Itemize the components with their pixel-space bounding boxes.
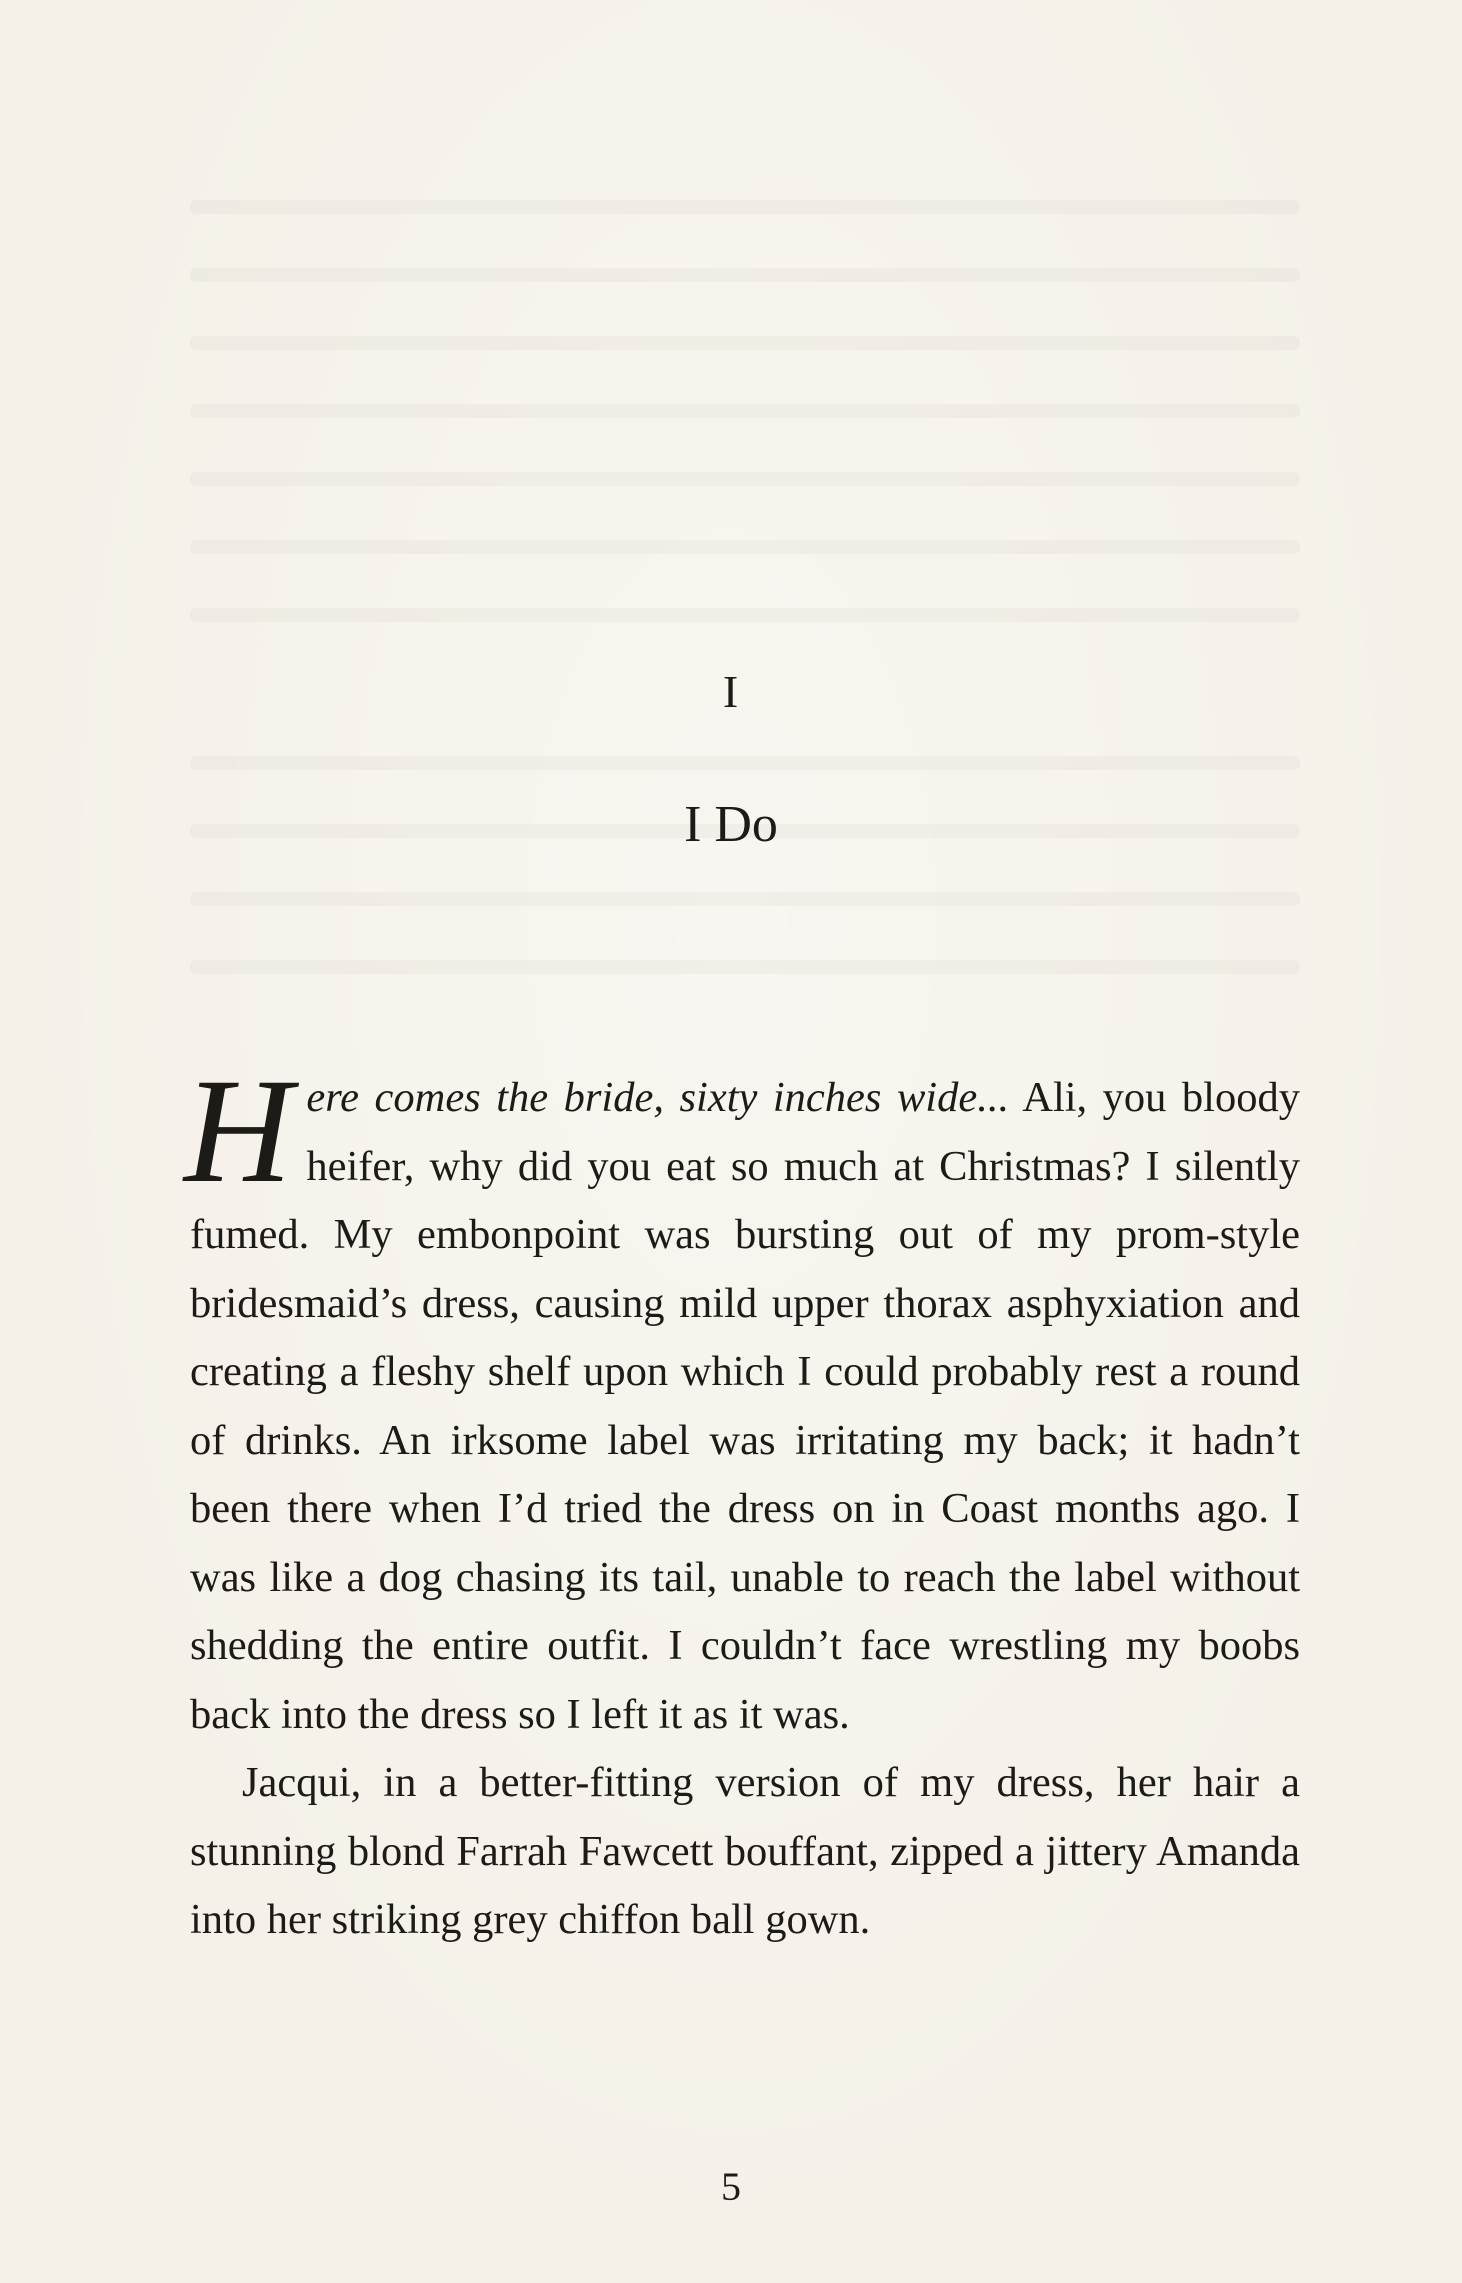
show-through-line: [190, 200, 1300, 214]
paragraph-1-text: Ali, you bloody heifer, why did you eat so much at Christmas? I silently fumed. My embonpoint was bursting out of my prom-style bridesmaid’s dress, causing mild upper thorax asphyxiation and creating a fleshy shelf upon which I could probably rest a round of drinks. An irksome label was irritating my back; it hadn’t been there when I’d tried the dress on in Coast months ago. I was like a dog chasing its tail, unable to reach the label without shedding the entire outfit. I couldn’t face wrestling my boobs back into the dress so I left it as it was.: [190, 1074, 1300, 1738]
show-through-line: [190, 960, 1300, 974]
chapter-number: I: [722, 666, 740, 717]
show-through-line: [190, 540, 1300, 554]
show-through-line: [190, 892, 1300, 906]
chapter-body: [184, 1048, 1300, 1955]
chapter-title: I Do: [684, 796, 778, 853]
paragraph-1: [184, 1048, 1300, 1749]
page-number: 5: [721, 2164, 741, 2209]
show-through-line: [190, 404, 1300, 418]
paragraph-2: Jacqui, in a better-fitting version of my dress, her hair a stunning blond Farrah Fawcett bouffant, zipped a jittery Amanda into her striking grey chiffon ball gown.: [190, 1759, 1300, 1943]
show-through-line: [190, 336, 1300, 350]
drop-cap: H: [184, 1048, 293, 1214]
show-through-line: [190, 608, 1300, 622]
show-through-line: [190, 472, 1300, 486]
show-through-line: [190, 756, 1300, 770]
opening-italic-text: ere comes the bride, sixty inches wide...: [306, 1074, 1010, 1121]
show-through-line: [190, 268, 1300, 282]
